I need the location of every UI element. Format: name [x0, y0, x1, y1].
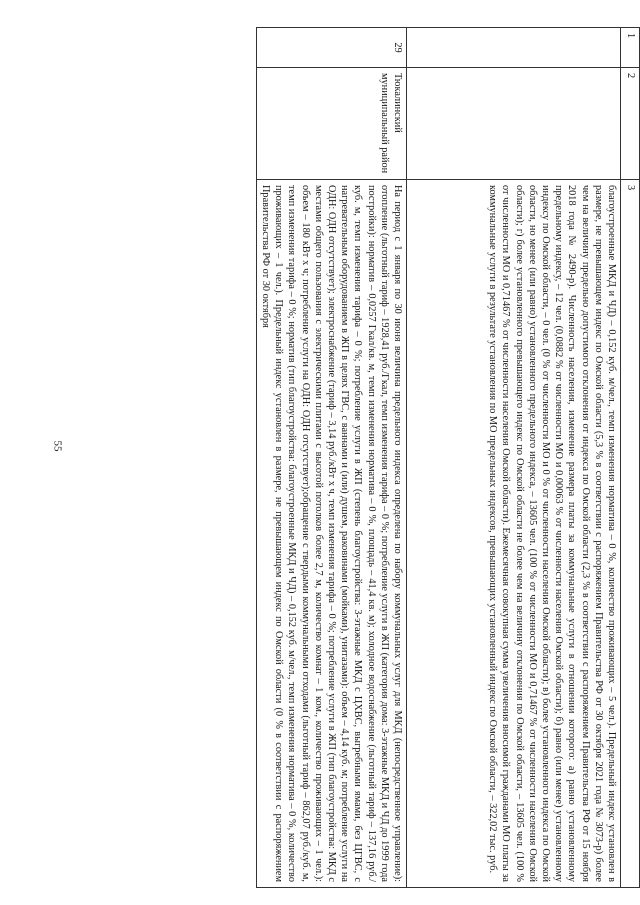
table-row: [407, 28, 621, 888]
municipality-name: [407, 68, 621, 180]
page-number: 55: [51, 440, 64, 452]
row-number: 29: [256, 28, 406, 68]
header-col-3: 3: [621, 180, 640, 888]
report-table: [256, 27, 640, 888]
municipality-name: Тюкалинский муниципальный район: [256, 68, 406, 180]
row-text: На период с 1 января по 30 июня величина предельного индекса определена по набору коммунальных услуг для МКД (непосредственное управление): отопление (льготный тариф – 1928,41 руб./Гкал, темп изменения тарифа – 0 %; потребление услуги в ЖП (категория дома: 3-этажные МКД и ЧД до 1999 года постройки): норматив – 0,0257 Гкал/кв. м, темп изменения норматива – 0 %, площадь – 41,4 кв. м); холодное водоснабжение (льготный тариф – 137,16 руб./куб. м, темп изменения тарифа – 0 %; потребление услуги в ЖП (степень благоустройства: 3-этажные МКД с ЦХВС, выгребными ямами, без ЦГВС, с нагревательным оборудованием в ЖП в целях ГВС, с ваннами и (или) душем, раковинами (мойками), унитазами): объем – 4,14 куб. м; потребление услуги на ОДН: ОДН отсутствует); электроснабжение (тариф – 3,14 руб./кВт х ч, темп изменения тарифа – 0 %; потребление услуги в ЖП (тип благоустройства: МКД с местами общего пользования с электрическими плитами с высотой потолков более 2,7 м, количество комнат – 1 ком., количество проживающих – 1 чел.): объем – 180 кВт х ч; потребление услуги на ОДН: ОДН отсутствует);обращение с твердыми коммунальными отходами (льготный тариф – 862,07 руб./куб. м, темп изменения тарифа – 0 %; норматив (тип благоустройства: благоустроенные МКД и ЧД) – 0,152 куб. м/чел., темп изменения норматива – 0 %, количество проживающих – 1 чел.). Предельный индекс установлен в размере, не превышающем индекс по Омской области (0 % в соответствии с распоряжением Правительства РФ от 30 октября: [256, 180, 406, 888]
header-col-1: 1: [621, 28, 640, 68]
row-number: [407, 28, 621, 68]
row-text: благоустроенные МКД и ЧД) – 0,152 куб. м/чел., темп изменения норматива – 0 %, количество проживающих – 5 чел.). Предельный индекс установлен в размере, не превышающем индекс по Омской области (5,3 % в соответствии с распоряжением Правительства РФ от 30 октября 2021 года № 3073-р) более чем на величину предельно допустимого отклонения от индекса по Омской области (2,3 % в соответствии с распоряжением Правительства РФ от 15 ноября 2018 года № 2490-р). Численность населения, изменение размера платы за коммунальные услуги в отношении которого: а) равно установленному предельному индексу, – 12 чел. (0,0882 % от численности МО и 0,00063 % от численности населения Омской области); б) равно (или менее) установленному индексу по Омской области, – 0 чел. (0 % от численности МО и 0 % от численности населения Омской области); в) более установленного индекса по Омской области, но менее (или равно) установленного предельного индекса, – 13605 чел. (100 % от численности МО и 0,71467 % от численности населения Омской области); г) более установленного превышающего индекс по Омской области не более чем на величину отклонения по Омской области, – 13605 чел. (100 % от численности МО и 0,71467 % от численности населения Омской области). Ежемесячная совокупная сумма увеличения вносимой гражданами МО платы за коммунальные услуги в результате установления по МО предельных индексов, превышающих установленный индекс по Омской области, – 322,02 тыс. руб.: [407, 180, 621, 888]
header-row: [621, 28, 640, 888]
table-row: [256, 28, 406, 888]
rotated-sheet: [120, 27, 640, 887]
header-col-2: 2: [621, 68, 640, 180]
